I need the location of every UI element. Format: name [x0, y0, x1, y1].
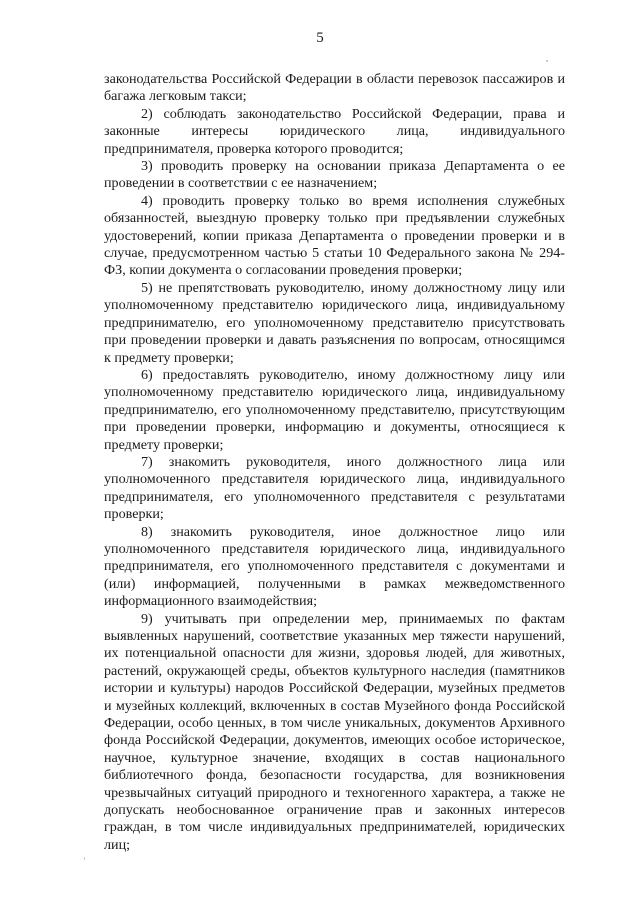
list-item-2: 2) соблюдать законодательство Российской Федерации, права и законные интересы юридического лица, индивидуального предпринимателя, проверка которого проводится;	[104, 105, 565, 157]
list-item-7: 7) знакомить руководителя, иного должностного лица или уполномоченного представителя юридического лица, индивидуального предпринимателя, его уполномоченного представителя с результатами проверки;	[104, 453, 565, 523]
list-item-8: 8) знакомить руководителя, иное должностное лицо или уполномоченного представителя юридического лица, индивидуального предпринимателя, его уполномоченного представителя с документами и (или) информацией, полученными в рамках межведомственного информационного взаимодействия;	[104, 523, 565, 610]
list-item-5: 5) не препятствовать руководителю, иному должностному лицу или уполномоченному представителю юридического лица, индивидуальному предпринимателю, его уполномоченному представителю присутствовать при проведении проверки и давать разъяснения по вопросам, относящимся к предмету проверки;	[104, 279, 565, 366]
page-number: 5	[316, 30, 324, 46]
scan-speck	[546, 60, 548, 62]
scan-speck-bottom	[84, 857, 85, 860]
document-body	[104, 71, 565, 854]
list-item-9: 9) учитывать при определении мер, принимаемых по фактам выявленных нарушений, соответствие указанных мер тяжести нарушений, их потенциальной опасности для жизни, здоровья людей, для животных, растений, окружающей среды, объектов культурного наследия (памятников истории и культуры) народов Российской Федерации, музейных предметов и музейных коллекций, включенных в состав Музейного фонда Российской Федерации, особо ценных, в том числе уникальных, документов Архивного фонда Российской Федерации, документов, имеющих особое историческое, научное, культурное значение, входящих в состав национального библиотечного фонда, безопасности государства, для возникновения чрезвычайных ситуаций природного и техногенного характера, а также не допускать необоснованное ограничение прав и законных интересов граждан, в том числе индивидуальных предпринимателей, юридических лиц;	[104, 610, 565, 853]
list-item-6: 6) предоставлять руководителю, иному должностному лицу или уполномоченному представителю юридического лица, индивидуальному предпринимателю, его уполномоченному представителю, присутствующим при проведении проверки, информацию и документы, относящиеся к предмету проверки;	[104, 366, 565, 453]
paragraph-continuation: законодательства Российской Федерации в области перевозок пассажиров и багажа легковым такси;	[104, 71, 565, 105]
list-item-4: 4) проводить проверку только во время исполнения служебных обязанностей, выездную проверку только при предъявлении служебных удостоверений, копии приказа Департамента о проведении проверки и в случае, предусмотренном частью 5 статьи 10 Федерального закона № 294-ФЗ, копии документа о согласовании проведения проверки;	[104, 192, 565, 279]
list-item-3: 3) проводить проверку на основании приказа Департамента о ее проведении в соответствии с ее назначением;	[104, 158, 565, 192]
